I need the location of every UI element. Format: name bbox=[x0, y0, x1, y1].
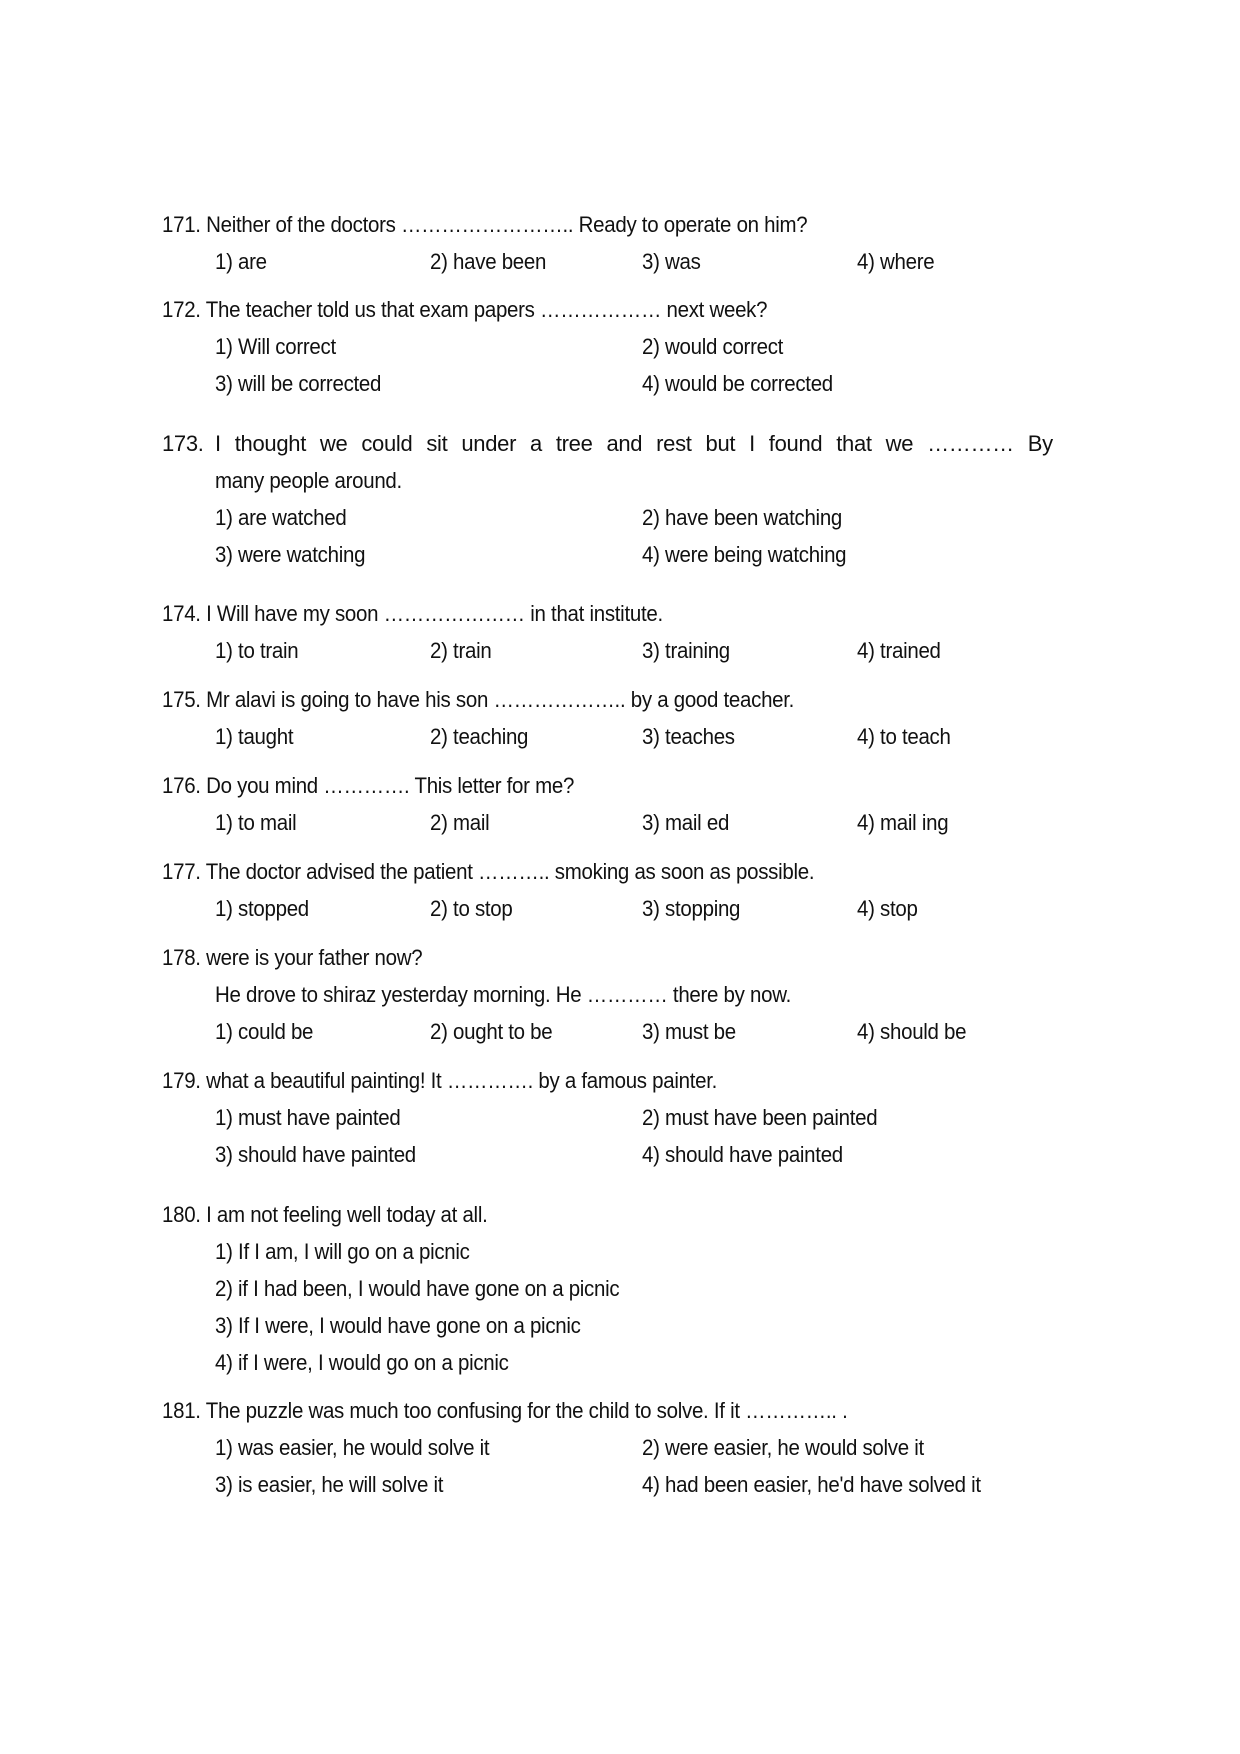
question-number: 175. bbox=[162, 687, 201, 712]
question-text: The puzzle was much too confusing for the child to solve. If it ………….. . bbox=[205, 1398, 848, 1423]
question-text: The teacher told us that exam papers ……………… next week? bbox=[205, 297, 768, 322]
option-1[interactable]: 1) taught bbox=[215, 724, 294, 749]
question-word: thought bbox=[234, 431, 307, 456]
option-3[interactable]: 3) teaches bbox=[642, 724, 735, 749]
question-word: could bbox=[361, 431, 413, 456]
question-word: found bbox=[768, 431, 823, 456]
question-stem bbox=[162, 211, 807, 239]
question-stem bbox=[162, 430, 215, 458]
option-4[interactable]: 4) would be corrected bbox=[642, 371, 833, 396]
question-text: Do you mind …………. This letter for me? bbox=[206, 773, 575, 798]
option-1[interactable]: 1) If I am, I will go on a picnic bbox=[215, 1239, 470, 1264]
question-text-continued: many people around. bbox=[215, 468, 402, 493]
question-word: under bbox=[461, 431, 517, 456]
option-1[interactable]: 1) to train bbox=[215, 638, 299, 663]
option-1[interactable]: 1) Will correct bbox=[215, 334, 336, 359]
question-word: we bbox=[885, 431, 914, 456]
option-3[interactable]: 3) training bbox=[642, 638, 730, 663]
option-2[interactable]: 2) must have been painted bbox=[642, 1105, 878, 1130]
option-4[interactable]: 4) should have painted bbox=[642, 1142, 843, 1167]
option-4[interactable]: 4) had been easier, he'd have solved it bbox=[642, 1472, 981, 1497]
question-number: 179. bbox=[162, 1068, 201, 1093]
question-number: 180. bbox=[162, 1202, 201, 1227]
option-3[interactable]: 3) mail ed bbox=[642, 810, 730, 835]
question-word: rest bbox=[656, 431, 692, 456]
question-number: 174. bbox=[162, 601, 201, 626]
question-stem bbox=[162, 1067, 717, 1095]
option-3[interactable]: 3) is easier, he will solve it bbox=[215, 1472, 444, 1497]
question-text-continued: He drove to shiraz yesterday morning. He ………… there by now. bbox=[215, 982, 792, 1007]
option-4[interactable]: 4) should be bbox=[857, 1019, 967, 1044]
option-3[interactable]: 3) stopping bbox=[642, 896, 741, 921]
option-2[interactable]: 2) to stop bbox=[430, 896, 513, 921]
question-number: 173. bbox=[162, 431, 204, 456]
option-4[interactable]: 4) where bbox=[857, 249, 935, 274]
question-word: a bbox=[530, 431, 542, 456]
question-stem bbox=[162, 600, 663, 628]
question-stem bbox=[162, 858, 814, 886]
question-text: I am not feeling well today at all. bbox=[206, 1202, 488, 1227]
option-2[interactable]: 2) have been bbox=[430, 249, 547, 274]
question-word: I bbox=[749, 431, 755, 456]
question-stem bbox=[162, 944, 422, 972]
question-stem bbox=[162, 296, 767, 324]
option-1[interactable]: 1) are watched bbox=[215, 505, 347, 530]
option-1[interactable]: 1) are bbox=[215, 249, 267, 274]
question-number: 172. bbox=[162, 297, 201, 322]
option-1[interactable]: 1) could be bbox=[215, 1019, 314, 1044]
question-word: sit bbox=[426, 431, 448, 456]
question-word: I bbox=[215, 431, 221, 456]
option-1[interactable]: 1) to mail bbox=[215, 810, 297, 835]
question-text: Neither of the doctors …………………….. Ready to operate on him? bbox=[206, 212, 808, 237]
question-text: Mr alavi is going to have his son ……………….. by a good teacher. bbox=[206, 687, 795, 712]
question-word: that bbox=[836, 431, 872, 456]
option-2[interactable]: 2) teaching bbox=[430, 724, 529, 749]
option-2[interactable]: 2) if I had been, I would have gone on a picnic bbox=[215, 1276, 620, 1301]
question-number: 178. bbox=[162, 945, 201, 970]
question-number: 177. bbox=[162, 859, 201, 884]
question-number: 176. bbox=[162, 773, 201, 798]
option-4[interactable]: 4) to teach bbox=[857, 724, 951, 749]
question-stem bbox=[162, 1397, 847, 1425]
option-2[interactable]: 2) would correct bbox=[642, 334, 784, 359]
option-4[interactable]: 4) if I were, I would go on a picnic bbox=[215, 1350, 509, 1375]
option-3[interactable]: 3) must be bbox=[642, 1019, 736, 1044]
option-1[interactable]: 1) stopped bbox=[215, 896, 309, 921]
option-3[interactable]: 3) should have painted bbox=[215, 1142, 416, 1167]
option-3[interactable]: 3) were watching bbox=[215, 542, 366, 567]
question-word: tree bbox=[555, 431, 593, 456]
question-word: but bbox=[705, 431, 736, 456]
option-4[interactable]: 4) trained bbox=[857, 638, 941, 663]
option-2[interactable]: 2) ought to be bbox=[430, 1019, 553, 1044]
question-stem bbox=[162, 1201, 488, 1229]
question-word: we bbox=[319, 431, 348, 456]
question-word: and bbox=[606, 431, 643, 456]
option-3[interactable]: 3) was bbox=[642, 249, 701, 274]
option-1[interactable]: 1) was easier, he would solve it bbox=[215, 1435, 490, 1460]
question-text: The doctor advised the patient ……….. smoking as soon as possible. bbox=[205, 859, 815, 884]
question-word: By bbox=[1027, 431, 1053, 456]
question-text: were is your father now? bbox=[206, 945, 423, 970]
question-word: ………… bbox=[927, 431, 1014, 456]
question-number: 181. bbox=[162, 1398, 201, 1423]
question-number: 171. bbox=[162, 212, 201, 237]
option-2[interactable]: 2) mail bbox=[430, 810, 490, 835]
option-2[interactable]: 2) have been watching bbox=[642, 505, 843, 530]
question-text: I Will have my soon ………………… in that institute. bbox=[206, 601, 663, 626]
option-2[interactable]: 2) were easier, he would solve it bbox=[642, 1435, 924, 1460]
option-4[interactable]: 4) stop bbox=[857, 896, 918, 921]
question-stem bbox=[162, 772, 574, 800]
question-text: what a beautiful painting! It …………. by a famous painter. bbox=[206, 1068, 718, 1093]
option-3[interactable]: 3) will be corrected bbox=[215, 371, 382, 396]
option-4[interactable]: 4) were being watching bbox=[642, 542, 847, 567]
question-text bbox=[215, 430, 1053, 458]
option-4[interactable]: 4) mail ing bbox=[857, 810, 949, 835]
option-1[interactable]: 1) must have painted bbox=[215, 1105, 401, 1130]
question-stem bbox=[162, 686, 794, 714]
option-3[interactable]: 3) If I were, I would have gone on a picnic bbox=[215, 1313, 581, 1338]
option-2[interactable]: 2) train bbox=[430, 638, 492, 663]
